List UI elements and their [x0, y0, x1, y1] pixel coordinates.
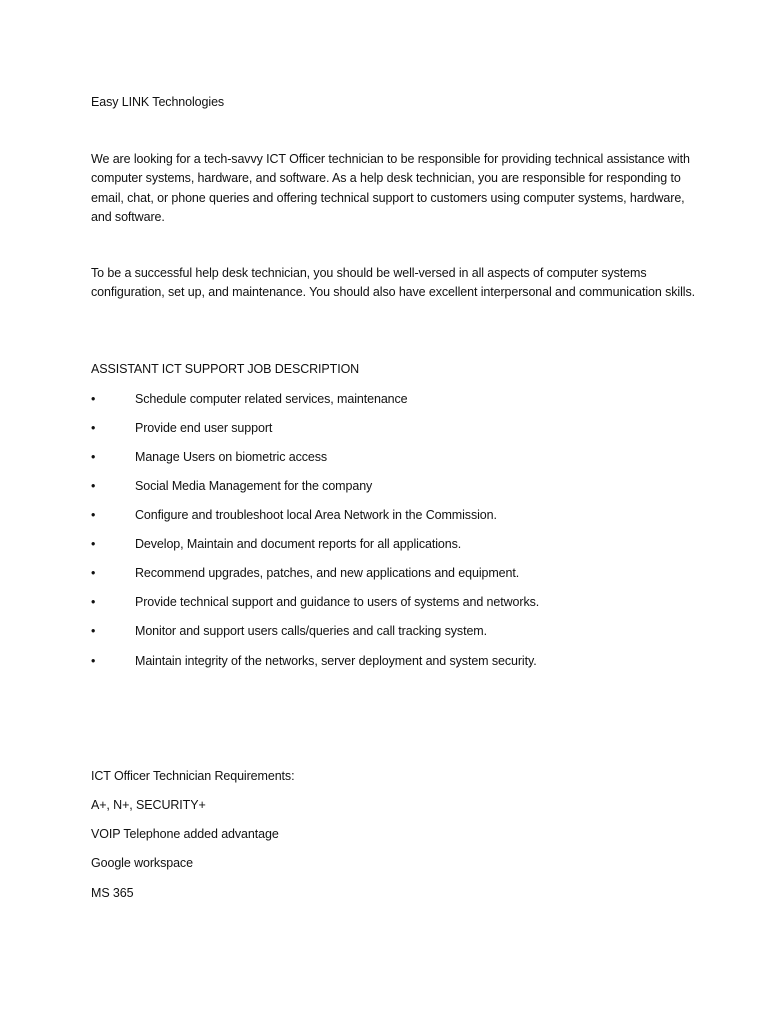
bullet-icon: • [91, 479, 96, 493]
list-item-text: Provide technical support and guidance to users of systems and networks. [135, 595, 540, 609]
bullet-icon: • [91, 392, 96, 406]
list-item-text: Provide end user support [135, 421, 273, 435]
list-item-text: Manage Users on biometric access [135, 450, 328, 464]
bullet-icon: • [91, 654, 96, 668]
requirement-item: MS 365 [91, 886, 134, 900]
company-name: Easy LINK Technologies [91, 95, 225, 109]
bullet-icon: • [91, 421, 96, 435]
list-item-text: Schedule computer related services, maintenance [135, 392, 408, 406]
requirement-item: A+, N+, SECURITY+ [91, 798, 206, 812]
list-item-text: Maintain integrity of the networks, server deployment and system security. [135, 654, 537, 668]
bullet-icon: • [91, 624, 96, 638]
list-item-text: Configure and troubleshoot local Area Network in the Commission. [135, 508, 497, 522]
list-item-text: Social Media Management for the company [135, 479, 373, 493]
list-item-text: Recommend upgrades, patches, and new applications and equipment. [135, 566, 520, 580]
bullet-icon: • [91, 508, 96, 522]
list-item-text: Develop, Maintain and document reports for all applications. [135, 537, 462, 551]
list-item-text: Monitor and support users calls/queries and call tracking system. [135, 624, 487, 638]
requirement-item: Google workspace [91, 856, 193, 870]
bullet-icon: • [91, 566, 96, 580]
bullet-icon: • [91, 595, 96, 609]
requirements-heading: ICT Officer Technician Requirements: [91, 769, 295, 783]
bullet-icon: • [91, 450, 96, 464]
job-description-heading: ASSISTANT ICT SUPPORT JOB DESCRIPTION [91, 362, 360, 376]
intro-paragraph-1: We are looking for a tech-savvy ICT Officer technician to be responsible for providing technical assistance with computer systems, hardware, and software. As a help desk technician, you are responsible for responding to email, chat, or phone queries and offering technical support to customers using computer systems, hardware, and software. [91, 152, 690, 224]
intro-paragraph-2: To be a successful help desk technician, you should be well-versed in all aspects of computer systems configuration, set up, and maintenance. You should also have excellent interpersonal and communication skills. [91, 266, 695, 300]
requirement-item: VOIP Telephone added advantage [91, 827, 279, 841]
bullet-icon: • [91, 537, 96, 551]
